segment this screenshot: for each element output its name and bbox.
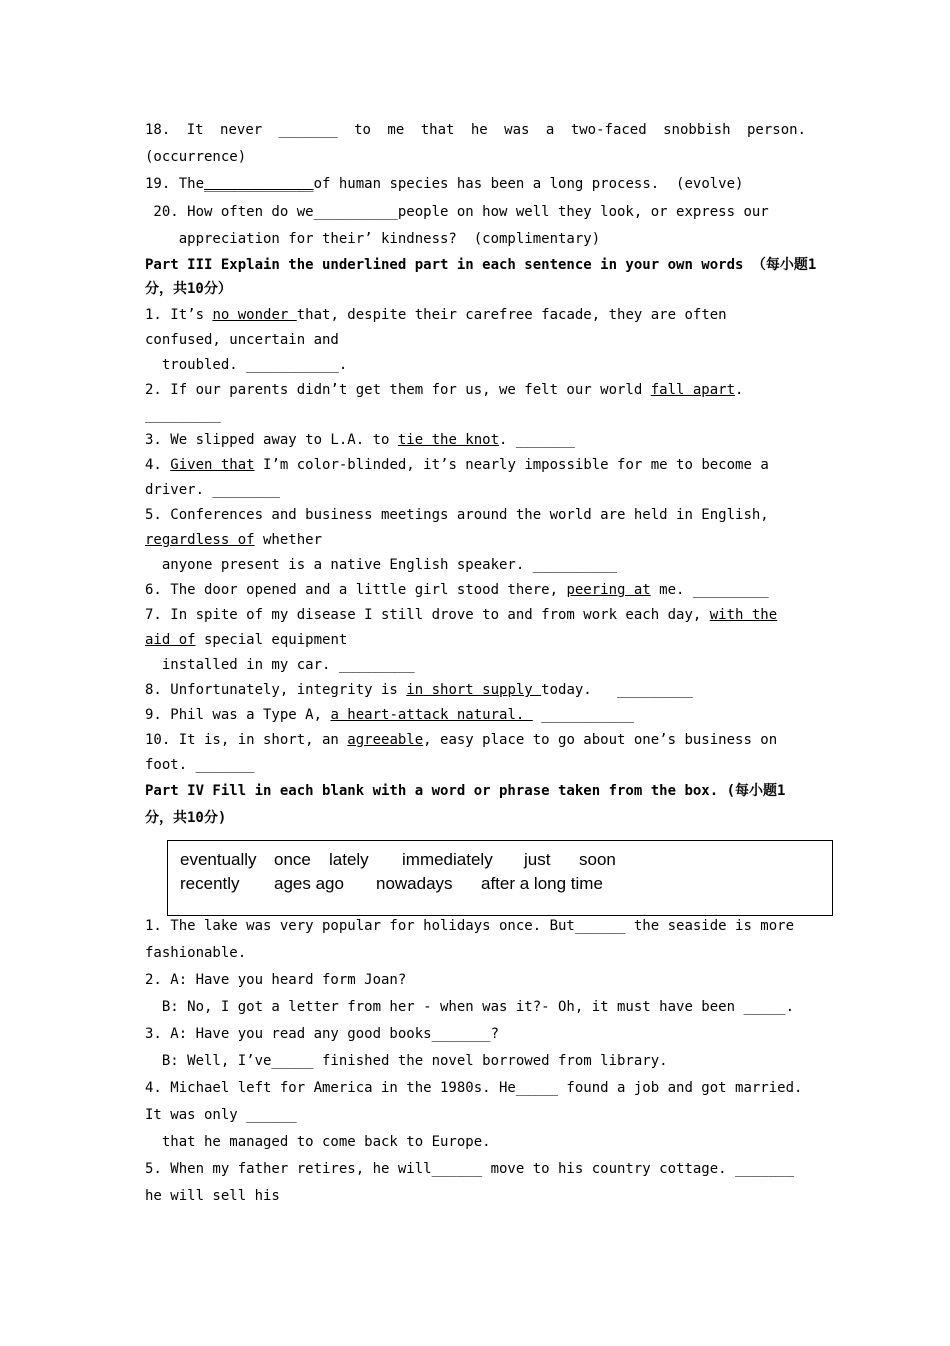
p3-item6-pre: 6. The door opened and a little girl stood there, [145,582,567,598]
p3-item4-underlined: Given that [170,457,255,473]
word-box-item: ages ago [274,874,344,893]
p3-item10-pre: 10. It is, in short, an [145,732,348,748]
p3-item5-line3: anyone present is a native English speaker. __________ [145,557,618,573]
word-box [167,840,833,916]
p3-item9-post: ___________ [532,707,634,723]
p3-item1-line1 [145,303,806,328]
p3-item3-post: . _______ [499,432,575,448]
p3-item7-underlined-2: aid of [145,632,196,648]
p3-item7-line1 [145,603,806,628]
p3-item6-underlined: peering at [566,582,651,598]
p4-item3-line1: 3. A: Have you read any good books_______? [145,1026,500,1042]
p3-item2-underlined: fall apart [650,382,736,398]
p3-item10-underlined: agreeable [347,732,424,748]
p3-item4-line1 [145,453,806,478]
p3-item2-post: . [735,382,744,398]
p3-item8-pre: 8. Unfortunately, integrity is [145,682,407,698]
q18-line1: 18. It never _______ to me that he was a two-faced snobbish person. [145,122,806,138]
q19-line [145,172,806,197]
p3-item10-line2: foot. _______ [145,757,255,773]
p3-item3-underlined: tie the knot [397,432,500,448]
word-box-item: nowadays [376,874,453,893]
p3-item10-line1 [145,728,806,753]
p3-item8-underlined: in short supply [406,682,542,698]
word-box-item: lately [329,850,369,869]
p4-item1-line1: 1. The lake was very popular for holidays once. But______ the seaside is more [145,918,795,934]
p4-item3-line2: B: Well, I’ve_____ finished the novel borrowed from library. [145,1053,668,1069]
p3-item1-line2: confused, uncertain and [145,332,339,348]
p3-item10-post: , easy place to go about one’s business on [423,732,778,748]
p4-item1-line2: fashionable. [145,945,247,961]
part4-heading-line1: Part IV Fill in each blank with a word or phrase taken from the box. (每小题1 [145,783,786,799]
word-box-item: recently [180,874,240,893]
word-box-item: eventually [180,850,257,869]
word-box-item: soon [579,850,616,869]
p3-item2-line1 [145,378,806,403]
p3-item5-post: whether [254,532,323,548]
q19-post: of human species has been a long process. (evolve) [313,176,744,192]
word-box-item: just [524,850,551,869]
p3-item7-post: special equipment [195,632,348,648]
word-box-item: once [274,850,311,869]
word-box-item: after a long time [481,874,603,893]
p3-item6-post: me. _________ [650,582,769,598]
part3-heading-line2: 分，共10分） [145,281,232,297]
p3-item7-line3: installed in my car. _________ [145,657,415,673]
p3-item9-pre: 9. Phil was a Type A, [145,707,331,723]
p4-item4-line1: 4. Michael left for America in the 1980s. He_____ found a job and got married. [145,1080,803,1096]
p4-item4-line3: that he managed to come back to Europe. [145,1134,491,1150]
q20-line2: appreciation for their’ kindness? (complimentary) [145,231,601,247]
p3-item4-line2: driver. ________ [145,482,280,498]
p3-item6-line1 [145,578,806,603]
p4-item2-line1: 2. A: Have you heard form Joan? [145,972,407,988]
p3-item7-line2 [145,628,806,653]
p3-item1-pre: 1. It’s [145,307,213,323]
p3-item4-pre: 4. [145,457,171,473]
p4-item2-line2: B: No, I got a letter from her - when was it?- Oh, it must have been _____. [145,999,795,1015]
p3-item8-line1 [145,678,806,703]
p3-item2-line2: _________ [145,407,221,423]
p3-item9-line1 [145,703,806,728]
p4-item5-line2: he will sell his [145,1188,280,1204]
q19-blank: _____________ [204,176,314,192]
p3-item9-underlined: a heart-attack natural. [330,707,533,723]
part3-heading-line1: Part III Explain the underlined part in each sentence in your own words （每小题1 [145,257,817,273]
p3-item7-underlined-1: with the [709,607,778,623]
p4-item4-line2: It was only ______ [145,1107,297,1123]
p3-item1-line3: troubled. ___________. [145,357,348,373]
p3-item1-underlined: no wonder [212,307,297,323]
p3-item5-line1: 5. Conferences and business meetings around the world are held in English, [145,507,769,523]
p3-item5-line2 [145,528,806,553]
p3-item4-post: I’m color-blinded, it’s nearly impossible for me to become a [254,457,769,473]
p4-item5-line1: 5. When my father retires, he will______ move to his country cottage. _______ [145,1161,795,1177]
p3-item2-pre: 2. If our parents didn’t get them for us, we felt our world [145,382,651,398]
q18-line2: (occurrence) [145,149,247,165]
p3-item3-line1 [145,428,806,453]
p3-item8-post: today. _________ [541,682,693,698]
word-box-item: immediately [402,850,493,869]
p3-item5-underlined: regardless of [145,532,255,548]
p3-item1-post: that, despite their carefree facade, they are often [296,307,727,323]
part4-heading-line2: 分，共10分) [145,810,227,826]
p3-item7-pre: 7. In spite of my disease I still drove to and from work each day, [145,607,710,623]
p3-item3-pre: 3. We slipped away to L.A. to [145,432,398,448]
q19-pre: 19. The [145,176,205,192]
q20-line1: 20. How often do we__________people on how well they look, or express our [145,204,769,220]
